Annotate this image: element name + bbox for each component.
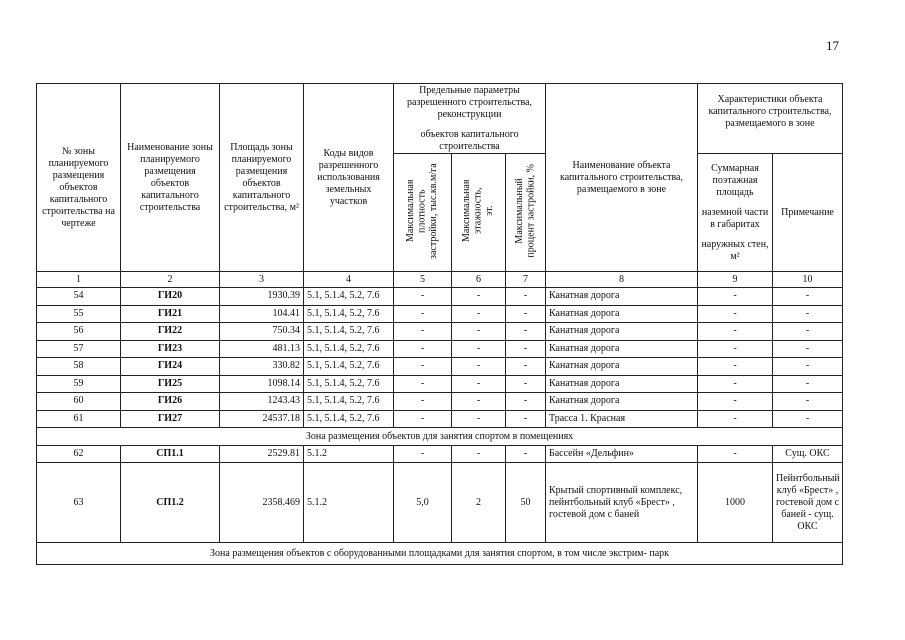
max-coverage-cell: - (506, 393, 546, 411)
zone-number-cell: 58 (37, 358, 121, 376)
zone-area-cell: 750.34 (220, 323, 304, 341)
vri-codes-cell: 5.1, 5.1.4, 5.2, 7.6 (304, 410, 394, 428)
zone-area-cell: 2358.469 (220, 463, 304, 543)
zone-number-cell: 61 (37, 410, 121, 428)
max-density-cell: - (394, 358, 452, 376)
vri-codes-cell: 5.1.2 (304, 446, 394, 463)
zone-code-cell: ГИ23 (121, 340, 220, 358)
zone-area-cell: 330.82 (220, 358, 304, 376)
max-coverage-cell: - (506, 305, 546, 323)
table-row (37, 410, 843, 428)
zone-area-cell: 1098.14 (220, 375, 304, 393)
table-row (37, 446, 843, 463)
note-cell: Сущ. ОКС (773, 446, 843, 463)
max-density-cell: - (394, 375, 452, 393)
note-cell: - (773, 393, 843, 411)
total-area-cell: - (698, 393, 773, 411)
table-row (37, 375, 843, 393)
max-density-cell: - (394, 323, 452, 341)
note-cell: - (773, 340, 843, 358)
section-heading-outdoor-sports: Зона размещения объектов с оборудованными площадками для занятия спортом, в том числе экстрим- парк (37, 543, 843, 565)
header-limit-params (394, 84, 546, 154)
max-floors-cell: - (452, 305, 506, 323)
column-number: 6 (452, 272, 506, 288)
max-density-cell: - (394, 446, 452, 463)
max-coverage-cell: - (506, 288, 546, 306)
column-number: 7 (506, 272, 546, 288)
header-limit-params-line1: Предельные параметры разрешенного строительства, реконструкции (407, 84, 532, 120)
object-name-cell: Канатная дорога (546, 393, 698, 411)
max-coverage-cell: - (506, 410, 546, 428)
max-floors-cell: - (452, 340, 506, 358)
total-area-cell: - (698, 358, 773, 376)
vri-codes-cell: 5.1.2 (304, 463, 394, 543)
object-name-cell: Канатная дорога (546, 288, 698, 306)
max-density-cell: - (394, 410, 452, 428)
header-vri-codes: Коды видов разрешенного использования земельных участков (304, 84, 394, 272)
object-name-cell: Бассейн «Дельфин» (546, 446, 698, 463)
table-row (37, 393, 843, 411)
table-row (37, 288, 843, 306)
max-coverage-cell: - (506, 375, 546, 393)
object-name-cell: Канатная дорога (546, 375, 698, 393)
max-coverage-cell: - (506, 323, 546, 341)
total-area-cell: - (698, 410, 773, 428)
max-floors-cell: - (452, 410, 506, 428)
total-area-cell: - (698, 375, 773, 393)
max-floors-cell: - (452, 288, 506, 306)
note-cell: - (773, 358, 843, 376)
zone-area-cell: 104.41 (220, 305, 304, 323)
column-number: 9 (698, 272, 773, 288)
column-number: 2 (121, 272, 220, 288)
zone-number-cell: 62 (37, 446, 121, 463)
object-name-cell: Канатная дорога (546, 358, 698, 376)
header-zone-number: № зоны планируемого размещения объектов капитального строительства на чертеже (37, 84, 121, 272)
total-area-cell: - (698, 288, 773, 306)
column-number: 3 (220, 272, 304, 288)
max-floors-cell: 2 (452, 463, 506, 543)
object-name-cell: Крытый спортивный комплекс, пейнтбольный клуб «Брест» , гостевой дом с баней (546, 463, 698, 543)
zone-number-cell: 63 (37, 463, 121, 543)
zone-code-cell: ГИ26 (121, 393, 220, 411)
total-area-cell: - (698, 446, 773, 463)
header-note: Примечание (773, 154, 843, 272)
max-floors-cell: - (452, 358, 506, 376)
total-area-cell: 1000 (698, 463, 773, 543)
max-floors-cell: - (452, 323, 506, 341)
zone-area-cell: 24537.18 (220, 410, 304, 428)
header-zone-area: Площадь зоны планируемого размещения объектов капитального строительства, м² (220, 84, 304, 272)
table-row (37, 358, 843, 376)
zone-area-cell: 1243.43 (220, 393, 304, 411)
zone-code-cell: СП1.2 (121, 463, 220, 543)
zone-code-cell: ГИ25 (121, 375, 220, 393)
header-object-name: Наименование объекта капитального строительства, размещаемого в зоне (546, 84, 698, 272)
object-name-cell: Канатная дорога (546, 340, 698, 358)
header-zone-name: Наименование зоны планируемого размещения объектов капитального строительства (121, 84, 220, 272)
table-row (37, 463, 843, 543)
vri-codes-cell: 5.1, 5.1.4, 5.2, 7.6 (304, 393, 394, 411)
header-max-floors: Максимальная этажность, эт. (452, 154, 506, 272)
column-number: 5 (394, 272, 452, 288)
max-coverage-cell: 50 (506, 463, 546, 543)
zone-code-cell: ГИ24 (121, 358, 220, 376)
max-density-cell: - (394, 305, 452, 323)
table-row (37, 305, 843, 323)
vri-codes-cell: 5.1, 5.1.4, 5.2, 7.6 (304, 358, 394, 376)
zone-code-cell: ГИ21 (121, 305, 220, 323)
zone-area-cell: 2529.81 (220, 446, 304, 463)
max-floors-cell: - (452, 375, 506, 393)
total-area-cell: - (698, 323, 773, 341)
note-cell: - (773, 323, 843, 341)
max-coverage-cell: - (506, 446, 546, 463)
page-number: 17 (826, 38, 839, 53)
section-heading-indoor-sports: Зона размещения объектов для занятия спортом в помещениях (37, 428, 843, 446)
header-max-coverage: Максимальный процент застройки, % (506, 154, 546, 272)
max-density-cell: - (394, 340, 452, 358)
zone-area-cell: 481.13 (220, 340, 304, 358)
header-total-floor-area: Суммарная поэтажная площадь наземной части в габаритах наружных стен, м² (698, 154, 773, 272)
note-cell: - (773, 305, 843, 323)
object-name-cell: Трасса 1. Красная (546, 410, 698, 428)
note-cell: - (773, 375, 843, 393)
zone-number-cell: 55 (37, 305, 121, 323)
object-name-cell: Канатная дорога (546, 323, 698, 341)
max-coverage-cell: - (506, 340, 546, 358)
column-number: 1 (37, 272, 121, 288)
zone-code-cell: ГИ22 (121, 323, 220, 341)
max-density-cell: 5,0 (394, 463, 452, 543)
max-density-cell: - (394, 288, 452, 306)
column-number: 10 (773, 272, 843, 288)
object-name-cell: Канатная дорога (546, 305, 698, 323)
vri-codes-cell: 5.1, 5.1.4, 5.2, 7.6 (304, 305, 394, 323)
max-floors-cell: - (452, 446, 506, 463)
zone-code-cell: ГИ20 (121, 288, 220, 306)
header-characteristics: Характеристики объекта капитального строительства, размещаемого в зоне (698, 84, 843, 154)
note-cell: - (773, 288, 843, 306)
max-density-cell: - (394, 393, 452, 411)
planning-zones-table (36, 83, 843, 565)
total-area-cell: - (698, 305, 773, 323)
vri-codes-cell: 5.1, 5.1.4, 5.2, 7.6 (304, 340, 394, 358)
max-floors-cell: - (452, 393, 506, 411)
table-row (37, 340, 843, 358)
vri-codes-cell: 5.1, 5.1.4, 5.2, 7.6 (304, 288, 394, 306)
note-cell: Пейнтбольный клуб «Брест» , гостевой дом с баней - сущ. ОКС (773, 463, 843, 543)
max-coverage-cell: - (506, 358, 546, 376)
zone-area-cell: 1930.39 (220, 288, 304, 306)
header-max-density: Максимальная плотность застройки, тыс.кв.м/га (394, 154, 452, 272)
vri-codes-cell: 5.1, 5.1.4, 5.2, 7.6 (304, 375, 394, 393)
zone-number-cell: 57 (37, 340, 121, 358)
vri-codes-cell: 5.1, 5.1.4, 5.2, 7.6 (304, 323, 394, 341)
table-row (37, 323, 843, 341)
column-numbers-row (37, 272, 843, 288)
zone-code-cell: ГИ27 (121, 410, 220, 428)
header-limit-params-line2: объектов капитального строительства (420, 128, 519, 152)
column-number: 8 (546, 272, 698, 288)
zone-number-cell: 60 (37, 393, 121, 411)
zone-number-cell: 56 (37, 323, 121, 341)
zone-number-cell: 54 (37, 288, 121, 306)
zone-code-cell: СП1.1 (121, 446, 220, 463)
zone-number-cell: 59 (37, 375, 121, 393)
total-area-cell: - (698, 340, 773, 358)
note-cell: - (773, 410, 843, 428)
column-number: 4 (304, 272, 394, 288)
